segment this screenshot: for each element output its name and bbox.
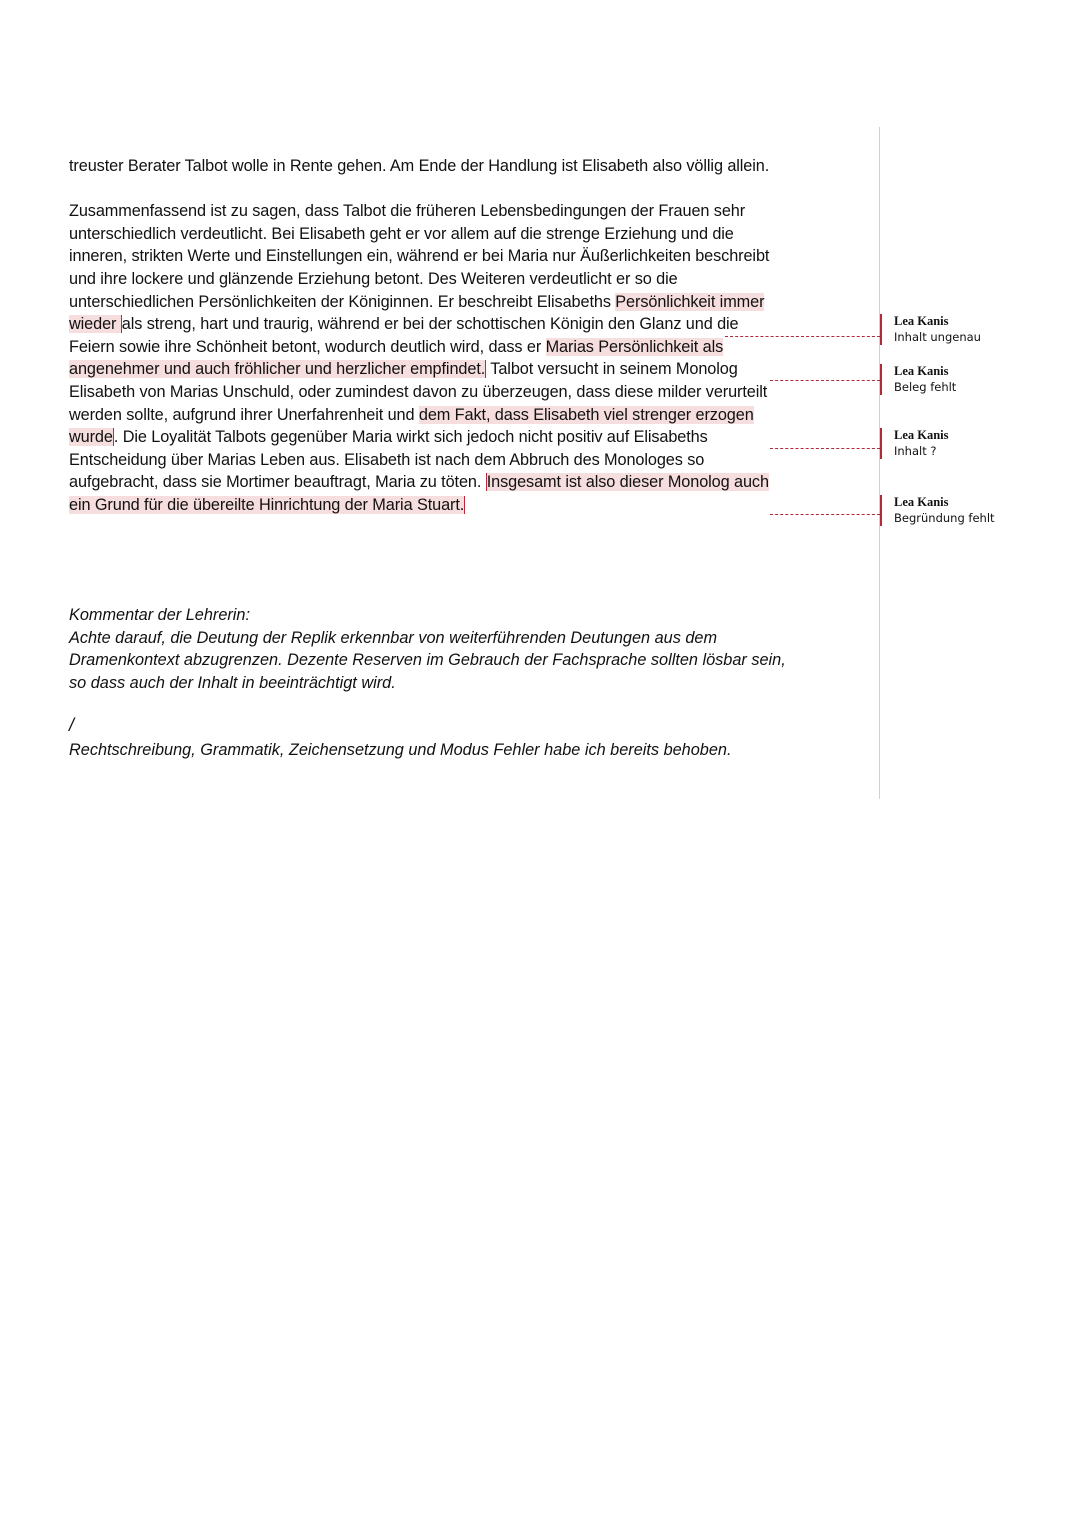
margin-comment-1[interactable] xyxy=(880,314,1080,345)
comment-text: Inhalt ? xyxy=(894,444,937,458)
paragraph-2-text-a: Zusammenfassend ist zu sagen, dass Talbot die früheren Lebensbedingungen der Frauen sehr unterschiedlich verdeutlicht. Bei Elisabeth geht er vor allem auf die strenge Erziehung und die inneren, strikten Werte und Einstellungen ein, während er bei Maria nur Äußerlichkeiten beschreibt und ihre lockere und glänzende Erziehung betont. Des Weiteren verdeutlicht er so die unterschiedlichen Persönlichkeiten der Königinnen. Er beschreibt Elisabeths xyxy=(69,202,770,311)
comment-connector-4 xyxy=(770,514,880,515)
paragraph-2-text-b: als streng, hart und traurig, während er bei der schottischen Königin den Glanz und die Feiern sowie ihre Schönheit betont, wodurch deutlich wird, dass er xyxy=(69,315,739,356)
comment-text: Begründung fehlt xyxy=(894,511,995,525)
comment-margin-divider xyxy=(879,127,880,799)
corrections-note: Rechtschreibung, Grammatik, Zeichensetzung und Modus Fehler habe ich bereits behoben. xyxy=(69,741,732,759)
teacher-comment-body: Achte darauf, die Deutung der Replik erkennbar von weiterführenden Deutungen aus dem Dramenkontext abzugrenzen. Dezente Reserven im Gebrauch der Fachsprache sollten lösbar sein, so dass auch der Inhalt in beeinträchtigt wird. xyxy=(69,628,786,692)
comment-author: Lea Kanis xyxy=(894,428,949,442)
document-body[interactable] xyxy=(69,155,774,539)
paragraph-2-text-c: Talbot versucht in seinem Monolog Elisabeth von Marias Unschuld, oder zumindest davon zu überzeugen, dass diese milder verurteilt werden sollte, aufgrund ihrer Unerfahrenheit und xyxy=(69,360,768,424)
margin-comment-2[interactable] xyxy=(880,364,1080,395)
comment-author: Lea Kanis xyxy=(894,314,949,328)
comment-highlight-2[interactable]: Marias Persönlichkeit als angenehmer und auch fröhlicher und herzlicher empfindet. xyxy=(69,337,724,379)
paragraph-2-text-d: . Die Loyalität Talbots gegenüber Maria wirkt sich jedoch nicht positiv auf Elisabeths Entscheidung über Marias Leben aus. Elisabeth ist nach dem Abbruch des Monologes so aufgebracht, dass sie Mortimer beauftragt, Maria zu töten. xyxy=(69,428,708,492)
comment-highlight-1[interactable]: Persönlichkeit immer wieder xyxy=(69,292,765,334)
comment-text: Inhalt ungenau xyxy=(894,330,981,344)
paragraph-2 xyxy=(69,200,774,516)
paragraph-1: treuster Berater Talbot wolle in Rente gehen. Am Ende der Handlung ist Elisabeth also völlig allein. xyxy=(69,157,770,175)
slash-mark: / xyxy=(69,715,75,735)
comment-connector-1 xyxy=(725,336,880,337)
comment-connector-2 xyxy=(770,380,880,381)
comment-author: Lea Kanis xyxy=(894,495,949,509)
comment-text: Beleg fehlt xyxy=(894,380,957,394)
comment-highlight-3[interactable]: dem Fakt, dass Elisabeth viel strenger erzogen wurde xyxy=(69,405,754,447)
comment-highlight-4[interactable]: Insgesamt ist also dieser Monolog auch ein Grund für die übereilte Hinrichtung der Maria Stuart. xyxy=(69,473,769,514)
teacher-comment xyxy=(69,604,789,694)
teacher-comment-heading: Kommentar der Lehrerin: xyxy=(69,606,250,624)
margin-comment-4[interactable] xyxy=(880,495,1080,526)
margin-comment-3[interactable] xyxy=(880,428,1080,459)
comment-connector-3 xyxy=(770,448,880,449)
comment-author: Lea Kanis xyxy=(894,364,949,378)
